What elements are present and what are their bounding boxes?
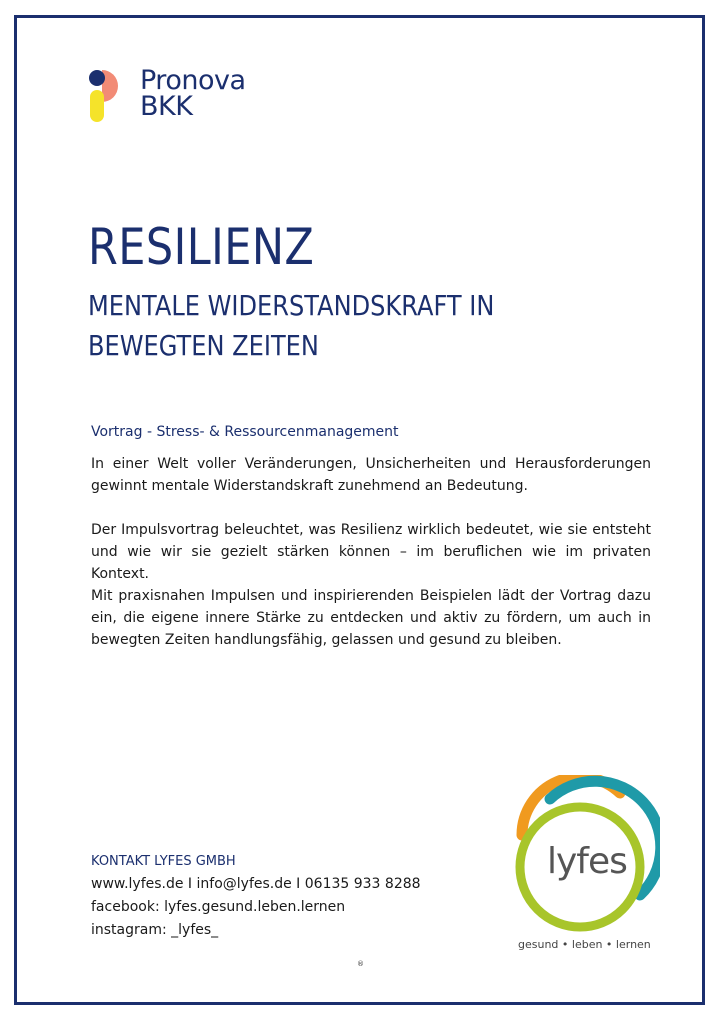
pronova-bkk-logo xyxy=(88,65,278,126)
pronova-logo-mark-icon xyxy=(88,68,128,126)
page-title: RESILIENZ xyxy=(88,218,315,276)
registered-mark: ® xyxy=(357,960,364,968)
pronova-wordmark xyxy=(140,65,246,122)
talk-category: Vortrag - Stress- & Ressourcenmanagement xyxy=(91,424,399,440)
contact-web-email-phone: www.lyfes.de I info@lyfes.de I 06135 933 8288 xyxy=(91,876,421,892)
contact-instagram: instagram: _lyfes_ xyxy=(91,922,219,938)
paragraph-description: Der Impulsvortrag beleuchtet, was Resilienz wirklich bedeutet, wie sie entsteht und wie wir sie gezielt stärken können – im beruflichen wie im privaten Kontext. xyxy=(91,522,651,582)
contact-block xyxy=(91,854,421,942)
contact-facebook: facebook: lyfes.gesund.leben.lernen xyxy=(91,899,346,915)
pronova-wordmark-line2: BKK xyxy=(140,91,193,122)
paragraph-intro: In einer Welt voller Veränderungen, Unsicherheiten und Herausforderungen gewinnt mentale Widerstandskraft zunehmend an Bedeutung. xyxy=(91,456,651,494)
paragraph-invitation: Mit praxisnahen Impulsen und inspirierenden Beispielen lädt der Vortrag dazu ein, die eigene innere Stärke zu entdecken und aktiv zu fördern, um auch in bewegten Zeiten handlungsfähig, gelassen und gesund zu bleiben. xyxy=(91,588,651,648)
lyfes-logo xyxy=(510,775,660,955)
body-text xyxy=(91,453,651,673)
lyfes-wordmark: lyfes xyxy=(547,841,627,882)
page-subtitle: MENTALE WIDERSTANDSKRAFT IN BEWEGTEN ZEITEN xyxy=(88,289,495,362)
pronova-wordmark-line1: Pronova xyxy=(140,65,246,96)
contact-title: KONTAKT LYFES GMBH xyxy=(91,854,236,869)
lyfes-tagline: gesund • leben • lernen xyxy=(518,938,651,951)
